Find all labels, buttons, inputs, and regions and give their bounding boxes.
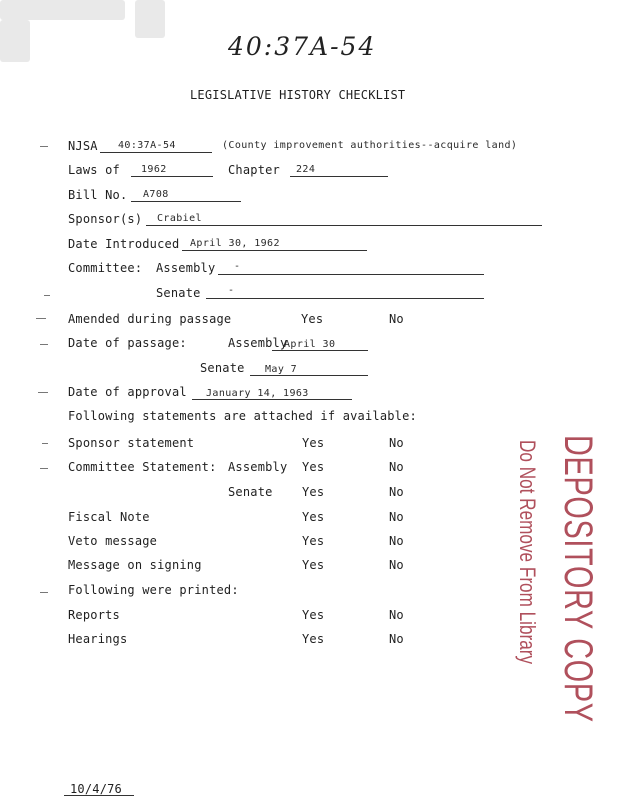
fiscal-note-label: Fiscal Note	[68, 510, 150, 524]
margin-mark	[44, 295, 50, 296]
approval-underline	[192, 399, 352, 400]
fiscal-note-no: No	[389, 510, 404, 524]
margin-mark	[40, 468, 48, 469]
footer-date: 10/4/76	[70, 782, 122, 796]
committee-assembly-underline	[218, 274, 484, 275]
margin-mark	[42, 443, 48, 444]
laws-label: Laws of	[68, 163, 120, 177]
chapter-value: 224	[296, 164, 316, 175]
committee-statement-senate-no: No	[389, 485, 404, 499]
approval-label: Date of approval	[68, 385, 187, 399]
bill-underline	[131, 201, 241, 202]
sponsor-underline	[146, 225, 542, 226]
njsa-description: (County improvement authorities--acquire land)	[222, 140, 518, 151]
amended-label: Amended during passage	[68, 312, 232, 326]
reports-yes: Yes	[302, 608, 325, 622]
njsa-underline	[100, 152, 212, 153]
committee-senate-value: -	[228, 285, 235, 296]
signing-message-yes: Yes	[302, 558, 325, 572]
amended-no: No	[389, 312, 404, 326]
chapter-underline	[290, 176, 388, 177]
scan-smudge	[0, 0, 125, 20]
committee-assembly-value: -	[234, 261, 241, 272]
passage-assembly-value: April 30	[284, 339, 336, 350]
sponsor-value: Crabiel	[157, 213, 202, 224]
committee-statement-label: Committee Statement:	[68, 460, 217, 474]
hearings-no: No	[389, 632, 404, 646]
margin-mark	[38, 392, 48, 393]
committee-senate-underline	[206, 298, 484, 299]
committee-assembly-label: Assembly	[156, 261, 216, 275]
committee-statement-senate-yes: Yes	[302, 485, 325, 499]
committee-label: Committee:	[68, 261, 143, 275]
attached-heading: Following statements are attached if available:	[68, 409, 417, 423]
passage-assembly-underline	[272, 350, 368, 351]
page-title: LEGISLATIVE HISTORY CHECKLIST	[190, 88, 406, 102]
footer-underline	[64, 795, 134, 796]
committee-senate-label: Senate	[156, 286, 201, 300]
signing-message-label: Message on signing	[68, 558, 202, 572]
sponsor-statement-label: Sponsor statement	[68, 436, 195, 450]
fiscal-note-yes: Yes	[302, 510, 325, 524]
veto-message-label: Veto message	[68, 534, 158, 548]
hearings-yes: Yes	[302, 632, 325, 646]
passage-senate-value: May 7	[265, 364, 298, 375]
signing-message-no: No	[389, 558, 404, 572]
committee-statement-assembly-no: No	[389, 460, 404, 474]
scan-smudge	[0, 20, 30, 62]
bill-label: Bill No.	[68, 188, 128, 202]
margin-mark	[40, 344, 48, 345]
depository-stamp-subtitle: Do Not Remove From Library	[515, 440, 540, 665]
chapter-label: Chapter	[228, 163, 280, 177]
handwritten-header: 40:37A-54	[228, 32, 377, 61]
sponsor-statement-yes: Yes	[302, 436, 325, 450]
sponsor-label: Sponsor(s)	[68, 212, 143, 226]
passage-senate-label: Senate	[200, 361, 245, 375]
margin-mark	[40, 146, 48, 147]
date-introduced-value: April 30, 1962	[190, 238, 280, 249]
hearings-label: Hearings	[68, 632, 128, 646]
reports-no: No	[389, 608, 404, 622]
scan-smudge	[135, 0, 165, 38]
date-introduced-label: Date Introduced	[68, 237, 180, 251]
approval-value: January 14, 1963	[206, 388, 309, 399]
passage-senate-underline	[250, 375, 368, 376]
margin-mark	[40, 592, 48, 593]
laws-underline	[131, 176, 213, 177]
amended-yes: Yes	[301, 312, 324, 326]
printed-heading: Following were printed:	[68, 583, 239, 597]
reports-label: Reports	[68, 608, 120, 622]
committee-statement-assembly-yes: Yes	[302, 460, 325, 474]
njsa-label: NJSA	[68, 139, 98, 153]
njsa-value: 40:37A-54	[118, 140, 176, 151]
passage-assembly-label: Assembly	[228, 336, 288, 350]
depository-stamp: DEPOSITORY COPY	[556, 435, 600, 723]
committee-statement-assembly: Assembly	[228, 460, 288, 474]
passage-label: Date of passage:	[68, 336, 187, 350]
margin-mark	[36, 318, 46, 319]
bill-value: A708	[143, 189, 169, 200]
sponsor-statement-no: No	[389, 436, 404, 450]
committee-statement-senate: Senate	[228, 485, 273, 499]
laws-year: 1962	[141, 164, 167, 175]
veto-message-yes: Yes	[302, 534, 325, 548]
veto-message-no: No	[389, 534, 404, 548]
date-introduced-underline	[182, 250, 367, 251]
